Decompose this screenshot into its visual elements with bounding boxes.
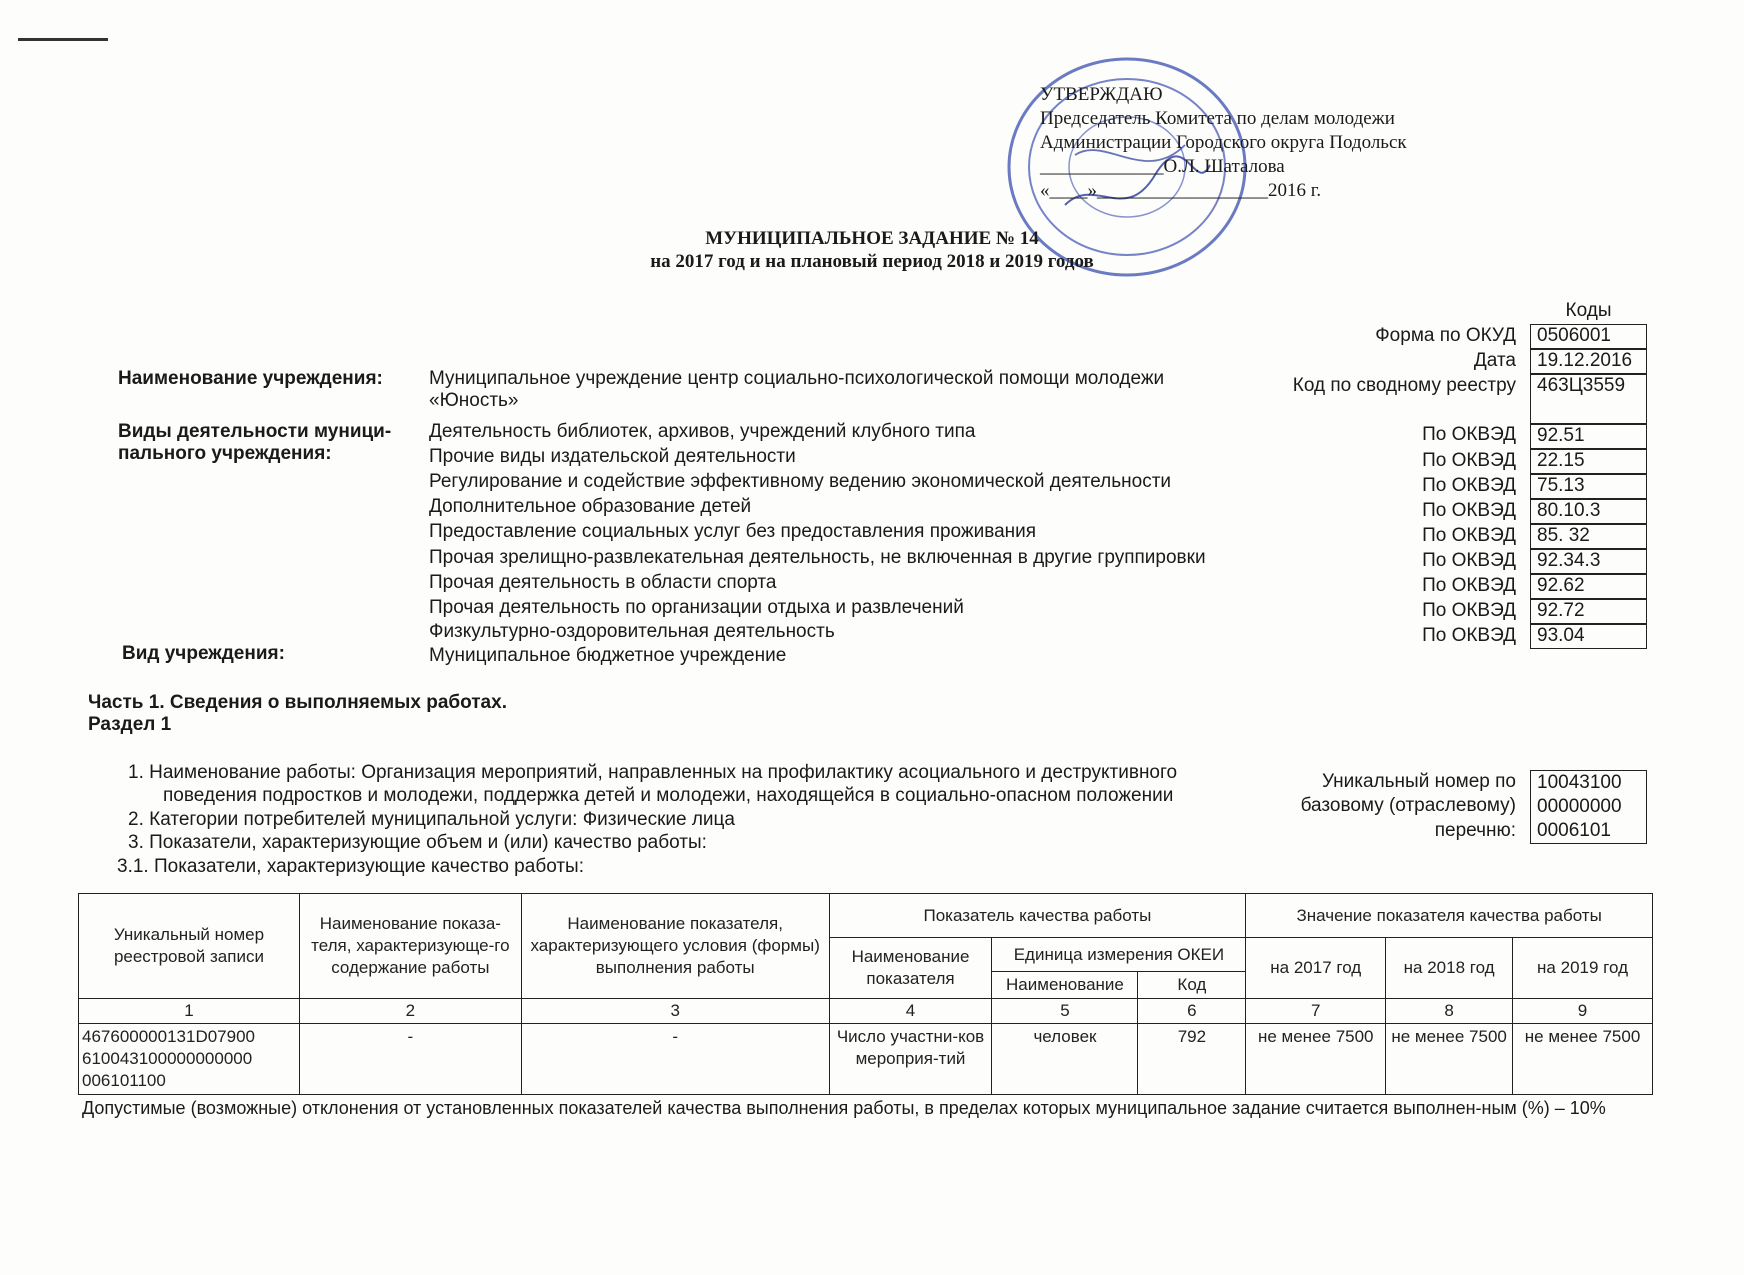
indicator-cell: Число участни-ков мероприя-тий [829,1024,992,1095]
approval-block [1040,83,1407,203]
approval-date: «____»__________________2016 г. [1040,180,1322,201]
registry-record-part: 006101100 [82,1071,166,1090]
activity-item: Прочая деятельность в области спорта [429,572,777,593]
value-2017-cell: не менее 7500 [1246,1024,1386,1095]
value-2019-cell: не менее 7500 [1513,1024,1653,1095]
okved-label: По ОКВЭД [1422,525,1516,546]
okved-label: По ОКВЭД [1422,600,1516,621]
conditions-cell: - [521,1024,829,1095]
column-number: 3 [521,999,829,1024]
codes-header: Коды [1565,300,1612,321]
column-number: 9 [1513,999,1653,1024]
institution-type: Муниципальное бюджетное учреждение [429,645,787,666]
consumer-category: 2. Категории потребителей муниципальной услуги: Физические лица [128,809,735,830]
okved-label: По ОКВЭД [1422,625,1516,646]
unique-number-part: 10043100 [1537,772,1622,793]
okved-label: По ОКВЭД [1422,550,1516,571]
approval-title: УТВЕРЖДАЮ [1040,84,1163,105]
column-number: 1 [79,999,300,1024]
activity-item: Прочая зрелищно-развлекательная деятельность, не включенная в другие группировки [429,547,1206,568]
column-number: 2 [299,999,521,1024]
header-2018: на 2018 год [1386,938,1513,999]
okved-code: 92.51 [1530,424,1647,449]
institution-name-cont: «Юность» [429,390,519,411]
okved-label: По ОКВЭД [1422,424,1516,445]
okved-code: 85. 32 [1530,524,1647,549]
header-conditions: Наименование показателя, характеризующего условия (формы) выполнения работы [521,894,829,999]
column-number: 5 [992,999,1138,1024]
tolerance-note: Допустимые (возможные) отклонения от установленных показателей качества выполнения работы, в пределах которых муниципальное задание считается выполнен-ным (%) – 10% [82,1098,1606,1118]
registry-record-part: 610043100000000000 [82,1049,253,1068]
scan-mark [18,38,108,41]
approval-organization: Администрации Городского округа Подольск [1040,132,1407,153]
activities-label-cont: пального учреждения: [118,443,332,464]
okved-code: 92.34.3 [1530,549,1647,574]
header-content: Наименование показа-теля, характеризующе-го содержание работы [299,894,521,999]
quality-indicators-heading: 3.1. Показатели, характеризующие качество работы: [117,856,584,877]
column-number: 6 [1138,999,1246,1024]
okved-code: 93.04 [1530,624,1647,649]
activity-item: Регулирование и содействие эффективному ведению экономической деятельности [429,471,1172,492]
registry-record-part: 467600000131D07900 [82,1027,256,1046]
okud-code: 0506001 [1530,324,1647,349]
document-title: МУНИЦИПАЛЬНОЕ ЗАДАНИЕ № 14 [705,228,1039,249]
work-name: 1. Наименование работы: Организация мероприятий, направленных на профилактику асоциального и деструктивного [128,762,1178,783]
date-code: 19.12.2016 [1530,349,1647,374]
column-number: 8 [1386,999,1513,1024]
unique-number-part: 00000000 [1537,796,1622,817]
registry-label: Код по сводному реестру [1292,375,1516,396]
activity-item: Деятельность библиотек, архивов, учреждений клубного типа [429,421,976,442]
quality-indicators-table [78,893,1653,1095]
okved-code: 92.62 [1530,574,1647,599]
unique-number-box [1530,770,1647,844]
activity-item: Предоставление социальных услуг без предоставления проживания [429,521,1037,542]
header-unit: Единица измерения ОКЕИ [992,938,1246,972]
activities-label: Виды деятельности муници- [118,421,392,442]
okved-label: По ОКВЭД [1422,500,1516,521]
registry-record-number [79,1024,300,1095]
part-heading: Часть 1. Сведения о выполняемых работах. [88,692,507,713]
header-unit-code: Код [1138,972,1246,999]
institution-name-label: Наименование учреждения: [118,368,383,389]
activity-item: Дополнительное образование детей [429,496,752,517]
value-2018-cell: не менее 7500 [1386,1024,1513,1095]
unique-number-label-cont: базовому (отраслевому) [1300,795,1516,816]
okved-code: 22.15 [1530,449,1647,474]
indicators-heading: 3. Показатели, характеризующие объем и (или) качество работы: [128,832,707,853]
approval-signature: _____________О.Л. Шаталова [1040,156,1285,177]
header-value: Значение показателя качества работы [1246,894,1653,938]
okved-code: 75.13 [1530,474,1647,499]
section-heading: Раздел 1 [88,714,172,735]
header-2017: на 2017 год [1246,938,1386,999]
okved-code: 92.72 [1530,599,1647,624]
unique-number-label-end: перечню: [1434,820,1516,841]
header-unit-name: Наименование [992,972,1138,999]
institution-name: Муниципальное учреждение центр социально-психологической помощи молодежи [429,368,1165,389]
header-registry: Уникальный номер реестровой записи [79,894,300,999]
date-label: Дата [1473,350,1516,371]
okved-label: По ОКВЭД [1422,575,1516,596]
okved-code: 80.10.3 [1530,499,1647,524]
document-subtitle: на 2017 год и на плановый период 2018 и 2019 годов [650,251,1094,272]
activity-item: Прочая деятельность по организации отдыха и развлечений [429,597,964,618]
content-cell: - [299,1024,521,1095]
header-indicator: Наименование показателя [829,938,992,999]
unique-number-label: Уникальный номер по [1321,771,1516,792]
institution-type-label: Вид учреждения: [122,643,285,664]
approval-position: Председатель Комитета по делам молодежи [1040,108,1395,129]
activity-item: Прочие виды издательской деятельности [429,446,796,467]
header-2019: на 2019 год [1513,938,1653,999]
unique-number-part: 0006101 [1537,820,1611,841]
okved-label: По ОКВЭД [1422,475,1516,496]
work-name-cont: поведения подростков и молодежи, поддержка детей и молодежи, находящейся в социально-опасном положении [163,785,1174,806]
column-number: 4 [829,999,992,1024]
unit-name-cell: человек [992,1024,1138,1095]
activity-item: Физкультурно-оздоровительная деятельность [429,621,835,642]
unit-code-cell: 792 [1138,1024,1246,1095]
okved-label: По ОКВЭД [1422,450,1516,471]
okud-label: Форма по ОКУД [1375,325,1516,346]
column-number: 7 [1246,999,1386,1024]
table-row [79,1024,1653,1095]
registry-code: 463Ц3559 [1530,374,1647,424]
header-quality: Показатель качества работы [829,894,1246,938]
